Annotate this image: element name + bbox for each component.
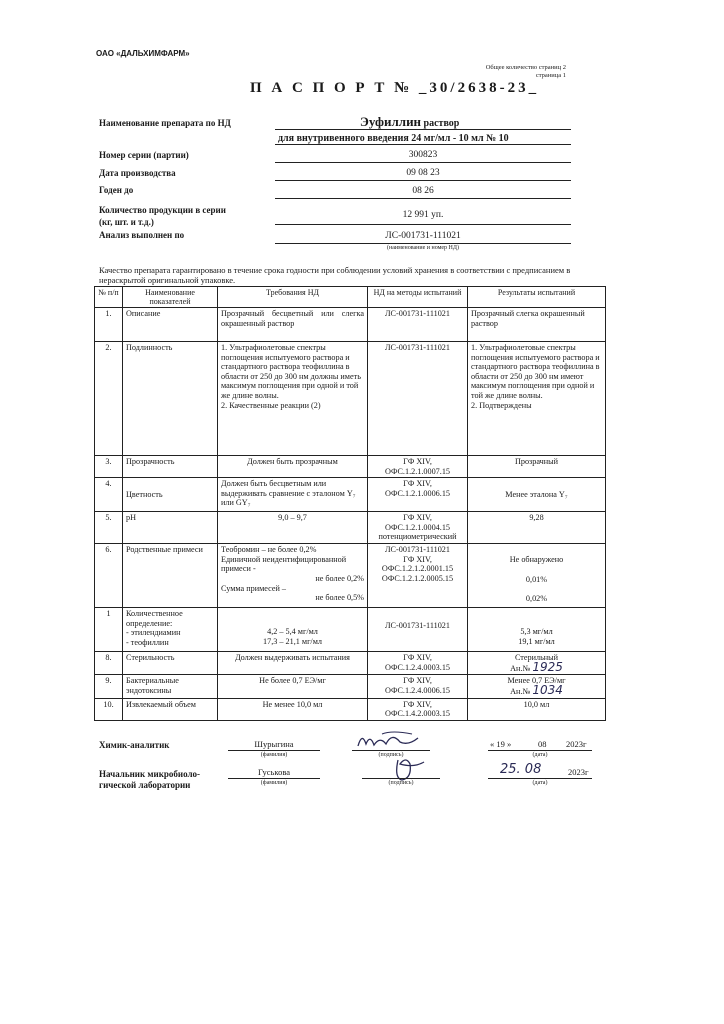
row-number: 10. [95, 698, 123, 720]
chemist-date-caption: (дата) [532, 752, 548, 758]
drug-form-underline [275, 144, 571, 145]
chemist-signature [352, 728, 432, 752]
head-date-caption: (дата) [532, 780, 548, 786]
method-line: ЛС-001731-111021 [385, 621, 450, 631]
chemist-date-day: « 19 » [490, 739, 512, 749]
head-date-handwritten: 25. 08 [500, 762, 542, 777]
row-requirement: Должен выдерживать испытания [218, 652, 368, 675]
drug-name-main: Эуфиллин [360, 114, 422, 129]
row-number: 5. [95, 512, 123, 544]
row-method [368, 698, 468, 720]
table-row [95, 478, 606, 512]
row-requirement: Не менее 10,0 мл [218, 698, 368, 720]
analysis-label: Анализ выполнен по [99, 230, 185, 240]
row-result [468, 342, 606, 456]
row-method [368, 512, 468, 544]
row-method [368, 675, 468, 698]
row-requirement [218, 342, 368, 456]
result-line: Не обнаружено [509, 555, 564, 565]
drug-type: раствор [421, 118, 460, 129]
method-line: ЛС-001731-111021 [385, 545, 450, 555]
series-label: Номер серии (партии) [99, 150, 189, 160]
row-number: 2. [95, 342, 123, 456]
head-name-underline [228, 778, 320, 779]
analysis-underline [275, 243, 571, 244]
method-line: ОФС.1.2.1.0004.15 [384, 522, 451, 532]
guarantee-text: Качество препарата гарантировано в течение срока годности при соблюдении условий хранения в соответствии с предписанием в нераскрытой оригинальной упаковке. [99, 265, 571, 285]
chemist-name: Шурыгина [254, 739, 294, 749]
requirement-line: не более 0,5% [315, 593, 364, 603]
chemist-sign-caption: (подпись) [378, 752, 404, 758]
row-result [468, 652, 606, 675]
result-line: 0,02% [525, 594, 548, 604]
requirement-line: не более 0,2% [315, 573, 364, 583]
row-number: 6. [95, 544, 123, 608]
row-requirement: 9,0 – 9,7 [218, 512, 368, 544]
head-name-caption: (фамилия) [260, 780, 288, 786]
requirement-reactions: 2. Качественные реакции (2) [221, 400, 321, 410]
result-line [471, 659, 602, 674]
row-method [368, 478, 468, 512]
row-method [368, 652, 468, 675]
header-results: Результаты испытаний [468, 287, 606, 308]
method-line: ГФ XIV, [403, 699, 432, 709]
table-row [95, 608, 606, 652]
row-indicator: Описание [123, 308, 218, 342]
method-line: ГФ XIV, [403, 554, 432, 564]
row-indicator: Цветность [123, 478, 218, 512]
indicator-line: Количественное определение: [126, 609, 183, 628]
method-line: ОФС.1.2.4.0003.15 [384, 662, 451, 672]
result-line: Менее 0,7 ЕЭ/мг [507, 676, 566, 686]
result-line: Стерильный [514, 653, 559, 663]
result-line [471, 682, 602, 697]
result-line: 0,01% [525, 574, 548, 584]
drug-label: Наименование препарата по НД [99, 118, 231, 128]
row-result [468, 544, 606, 608]
row-result: Прозрачный [468, 456, 606, 478]
passport-number: _30/2638-23_ [418, 80, 540, 96]
header-number: № п/п [95, 287, 123, 308]
analysis-number-handwritten: 1925 [532, 659, 563, 674]
row-requirement: Не более 0,7 ЕЭ/мг [218, 675, 368, 698]
table-row [95, 456, 606, 478]
result-reactions: 2. Подтверждены [471, 400, 532, 410]
method-line: ГФ XIV, [403, 479, 432, 489]
row-indicator: Бактериальные эндотоксины [123, 675, 218, 698]
chemist-date-year: 2023г [566, 739, 587, 749]
analysis-number-handwritten: 1034 [532, 682, 563, 697]
production-date-label: Дата производства [99, 168, 176, 178]
row-result: 9,28 [468, 512, 606, 544]
row-requirement [218, 608, 368, 652]
method-line: ОФС.1.4.2.0003.15 [384, 709, 451, 719]
head-date-year: 2023г [568, 767, 589, 777]
table-row [95, 698, 606, 720]
method-line: ГФ XIV, [403, 457, 432, 466]
series-value: 300823 [408, 150, 438, 160]
header-indicator: Наименование показателей [123, 287, 218, 308]
row-method [368, 456, 468, 478]
row-requirement: Должен быть прозрачным [218, 456, 368, 478]
series-underline [275, 162, 571, 163]
row-number: 9. [95, 675, 123, 698]
row-result: Менее эталона Y₇ [468, 478, 606, 512]
quantity-label-1: Количество продукции в серии [99, 205, 226, 215]
row-method [368, 608, 468, 652]
head-sign-caption: (подпись) [388, 780, 414, 786]
row-indicator: Стерильность [123, 652, 218, 675]
row-indicator: Прозрачность [123, 456, 218, 478]
expiry-underline [275, 198, 571, 199]
requirement-line: 4,2 – 5,4 мг/мл [267, 627, 318, 637]
quantity-value: 12 991 уп. [402, 210, 444, 220]
row-number: 1 [95, 608, 123, 652]
row-requirement: Должен быть бесцветным или выдерживать сравнение с эталоном Y₇ или GY₇ [218, 478, 368, 512]
row-result: Прозрачный слегка окрашенный раствор [468, 308, 606, 342]
head-date-underline [488, 778, 592, 779]
drug-name [360, 114, 459, 130]
row-indicator: Подлинность [123, 342, 218, 456]
passport-title [250, 80, 539, 97]
method-line: ОФС.1.2.1.0007.15 [384, 466, 451, 476]
method-line: потенциометрический [378, 532, 457, 542]
analysis-caption: (наименование и номер НД) [387, 245, 459, 251]
row-indicator [123, 608, 218, 652]
chemist-date-month: 08 [538, 739, 547, 749]
chemist-label: Химик-аналитик [99, 740, 170, 750]
quantity-underline [275, 224, 571, 225]
production-date-value: 09 08 23 [406, 168, 440, 178]
chemist-date-underline [488, 750, 592, 751]
pages-total: Общее количество страниц 2 [485, 64, 566, 71]
analysis-value: ЛС-001731-111021 [385, 231, 461, 241]
row-result [468, 608, 606, 652]
row-method [368, 544, 468, 608]
expiry-value: 08 26 [412, 186, 434, 196]
row-requirement [218, 544, 368, 608]
row-indicator: Извлекаемый объем [123, 698, 218, 720]
page-number: страница 1 [535, 72, 566, 79]
row-number: 3. [95, 456, 123, 478]
indicator-line: - теофиллин [126, 637, 169, 647]
row-number: 4. [95, 478, 123, 512]
method-line: ОФС.1.2.1.2.0001.15 [381, 564, 454, 574]
chemist-name-caption: (фамилия) [260, 752, 288, 758]
method-line: ОФС.1.2.1.2.0005.15 [381, 573, 454, 583]
requirement-line: Единичной неидентифицированной примеси - [221, 554, 347, 574]
method-line: ГФ XIV, [403, 653, 432, 663]
head-name: Гуськова [257, 767, 291, 777]
quantity-label-2: (кг, шт. и т.д.) [99, 217, 154, 227]
production-date-underline [275, 180, 571, 181]
method-line: ГФ XIV, [403, 676, 432, 686]
company-name: ОАО «ДАЛЬХИМФАРМ» [96, 49, 190, 58]
requirement-line: Теобромин – не более 0,2% [221, 545, 317, 555]
row-indicator: pH [123, 512, 218, 544]
head-label-line-1: Начальник микробиоло- [99, 769, 201, 779]
drug-form: для внутривенного введения 24 мг/мл - 10 мл № 10 [278, 133, 509, 144]
analysis-number-label: Ан.№ [510, 686, 531, 696]
table-row [95, 342, 606, 456]
requirement-uv: 1. Ультрафиолетовые спектры поглощения испытуемого раствора и стандартного раствора теофиллина в области от 250 до 300 нм должны иметь максимум поглощения при одной и той же длине волны. [221, 343, 361, 400]
row-result: 10,0 мл [468, 698, 606, 720]
requirement-line: 17,3 – 21,1 мг/мл [263, 636, 322, 646]
head-sign-underline [362, 778, 440, 779]
method-line: ОФС.1.2.4.0006.15 [384, 685, 451, 695]
row-result [468, 675, 606, 698]
result-uv: 1. Ультрафиолетовые спектры поглощения испытуемого раствора и стандартного раствора теофиллина в области от 250 до 300 нм имеют максимум поглощения при одной и той же длине волны. [471, 343, 600, 400]
method-line: ОФС.1.2.1.0006.15 [384, 488, 451, 498]
indicator-line: - этилендиамин [126, 628, 181, 638]
table-row [95, 544, 606, 608]
passport-title-prefix: П А С П О Р Т № [250, 80, 413, 96]
chemist-name-underline [228, 750, 320, 751]
expiry-label: Годен до [99, 185, 134, 195]
table-row [95, 675, 606, 698]
results-table [94, 286, 606, 721]
analysis-number-label: Ан.№ [510, 663, 531, 673]
head-label-line-2: гической лаборатории [99, 780, 191, 790]
row-number: 8. [95, 652, 123, 675]
table-row [95, 308, 606, 342]
row-requirement: Прозрачный бесцветный или слегка окрашенный раствор [218, 308, 368, 342]
result-line: 19,1 мг/мл [518, 636, 555, 646]
drug-name-underline [275, 129, 571, 130]
result-line: 5,3 мг/мл [520, 627, 553, 637]
header-methods: НД на методы испытаний [368, 287, 468, 308]
table-row [95, 512, 606, 544]
header-requirements: Требования НД [218, 287, 368, 308]
page-counter [482, 64, 566, 80]
chemist-sign-underline [352, 750, 430, 751]
method-line: ГФ XIV, [403, 513, 432, 523]
row-method: ЛС-001731-111021 [368, 308, 468, 342]
requirement-line: Сумма примесей – [221, 583, 286, 593]
row-number: 1. [95, 308, 123, 342]
table-row [95, 652, 606, 675]
row-method: ЛС-001731-111021 [368, 342, 468, 456]
table-header-row [95, 287, 606, 308]
row-indicator: Родственные примеси [123, 544, 218, 608]
